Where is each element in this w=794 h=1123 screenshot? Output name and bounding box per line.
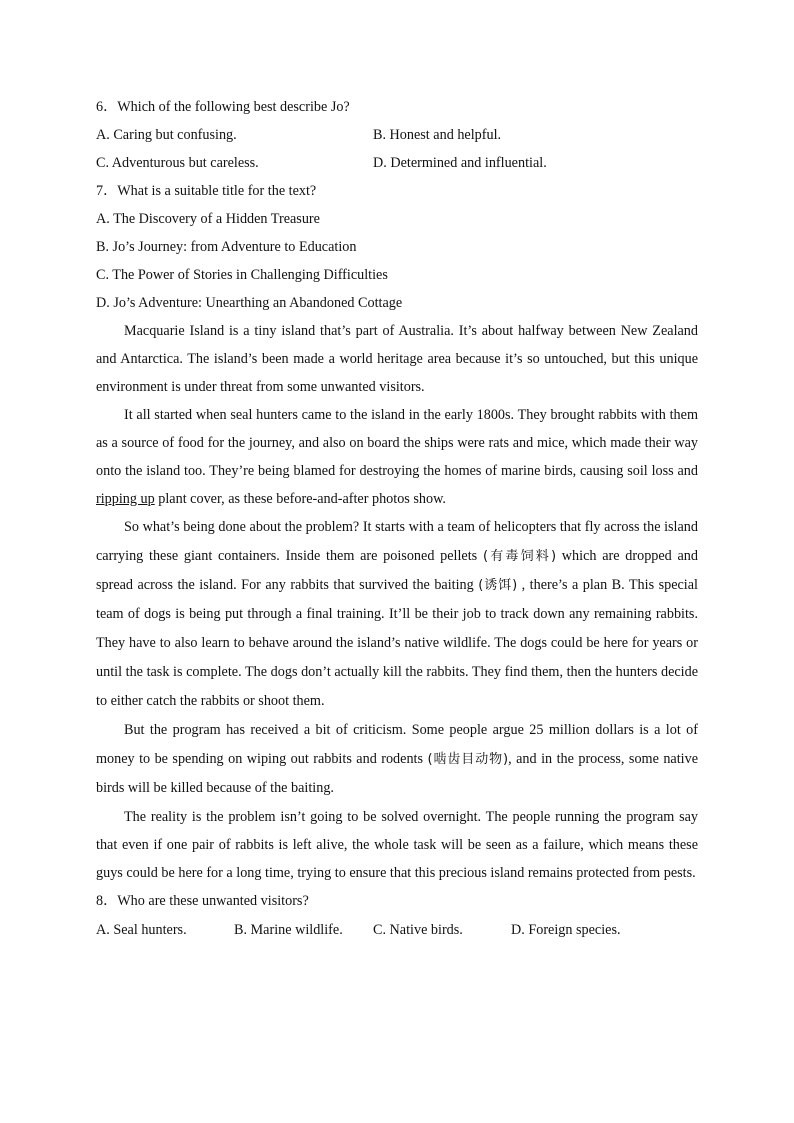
passage-paragraph-3-text-c: , there’s a plan B. This special team of dogs is being put through a final training. It’ll be their job to track down any remaining rabbits. They have to also learn to behave around the island’s native wildlife. The dogs could be here for years or until the task is complete. The dogs don’t actually kill the rabbits. They find them, then the hunters decide to either catch the rabbits or shoot them.	[96, 577, 698, 709]
question-6-option-b: B. Honest and helpful.	[373, 127, 502, 143]
underlined-phrase: ripping up	[96, 491, 155, 507]
question-7-stem: 7．What is a suitable title for the text?	[96, 183, 317, 199]
exam-page	[96, 93, 698, 944]
question-8-option-b: B. Marine wildlife.	[234, 922, 343, 938]
question-7-option-b: B. Jo’s Journey: from Adventure to Education	[96, 239, 357, 255]
passage-paragraph-4	[96, 716, 698, 803]
passage-paragraph-3-text-b: which are dropped and spread across the island. For any rabbits that survived the baiting	[96, 548, 698, 593]
passage-paragraph-2-text-b: plant cover, as these before-and-after photos show.	[154, 491, 446, 507]
chinese-gloss-baiting: (诱饵)	[478, 578, 518, 593]
chinese-gloss-rodents: (啮齿目动物)	[427, 752, 509, 767]
question-6-option-d: D. Determined and influential.	[373, 155, 547, 171]
passage-paragraph-2-text-a: It all started when seal hunters came to the island in the early 1800s. They brought rabbits with them as a source of food for the journey, and also on board the ships were rats and mice, which made their way onto the island too. They’re being blamed for destroying the homes of marine birds, causing soil loss and	[96, 407, 698, 479]
passage-paragraph-4-text-a: But the program has received a bit of criticism. Some people argue 25 million dollars is a lot of money to be spending on wiping out rabbits and rodents	[96, 722, 698, 767]
question-7-option-c: C. The Power of Stories in Challenging Difficulties	[96, 267, 388, 283]
question-6-options-row-1	[96, 121, 698, 149]
question-8-stem: 8．Who are these unwanted visitors?	[96, 893, 309, 909]
passage-paragraph-2	[96, 401, 698, 513]
question-6-options-row-2	[96, 149, 698, 177]
passage-paragraph-3-text-a: So what’s being done about the problem? It starts with a team of helicopters that fly across the island carrying these giant containers. Inside them are poisoned pellets	[96, 519, 698, 564]
question-8-option-a: A. Seal hunters.	[96, 922, 187, 938]
question-6-stem: 6．Which of the following best describe Jo?	[96, 99, 350, 115]
question-7-option-d: D. Jo’s Adventure: Unearthing an Abandoned Cottage	[96, 295, 403, 311]
passage-paragraph-5: The reality is the problem isn’t going to be solved overnight. The people running the program say that even if one pair of rabbits is left alive, the whole task will be seen as a failure, which means these guys could be here for a long time, trying to ensure that this precious island remains protected from pests.	[96, 809, 698, 881]
passage-paragraph-4-text-b: , and in the process, some native birds will be killed because of the baiting.	[96, 751, 698, 796]
question-6-option-a: A. Caring but confusing.	[96, 127, 237, 143]
question-8-option-d: D. Foreign species.	[511, 922, 621, 938]
chinese-gloss-pellets: (有毒饲料)	[482, 549, 557, 564]
question-8-option-c: C. Native birds.	[373, 922, 463, 938]
question-6-option-c: C. Adventurous but careless.	[96, 155, 259, 171]
passage-paragraph-3	[96, 513, 698, 716]
question-7-option-a: A. The Discovery of a Hidden Treasure	[96, 211, 320, 227]
question-8-options	[96, 916, 698, 944]
passage-paragraph-1: Macquarie Island is a tiny island that’s part of Australia. It’s about halfway between New Zealand and Antarctica. The island’s been made a world heritage area because it’s so untouched, but this unique environment is under threat from some unwanted visitors.	[96, 323, 698, 395]
